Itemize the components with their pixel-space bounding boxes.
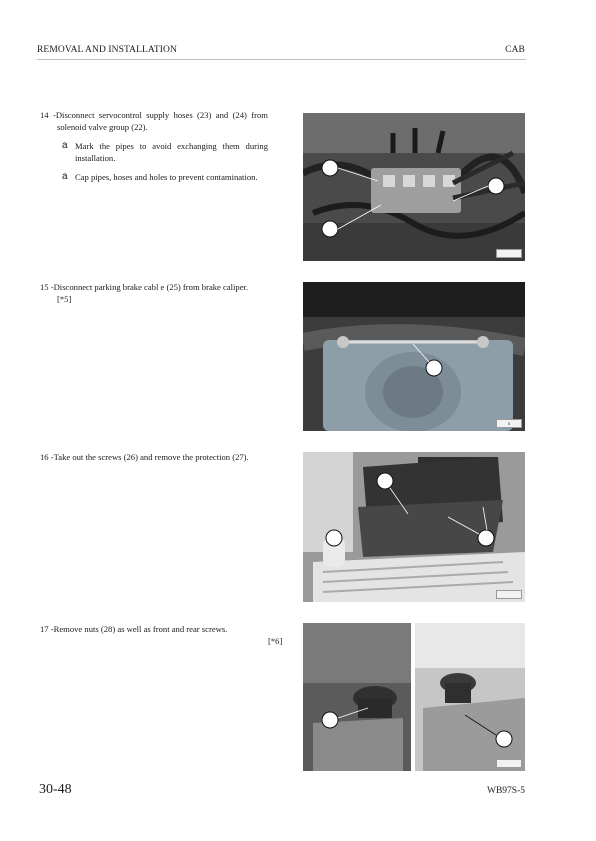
photo-cab-nuts [303,623,525,771]
step-15-text: 15 -Disconnect parking brake cabl e (25) from brake caliper. [40,282,249,292]
photo-protection-cover [303,452,525,602]
step-16-text: 16 -Take out the screws (26) and remove the protection (27). [40,452,249,462]
note-text: Mark the pipes to avoid exchanging them during installation. [75,141,268,163]
photo-parking-brake-cable [303,282,525,431]
step-15-ref: [*5] [57,294,72,304]
photo-tag [496,759,522,768]
model-number: WB97S-5 [487,786,525,796]
note-text: Cap pipes, hoses and holes to prevent contamination. [75,172,258,182]
note-icon: a [62,171,68,182]
step-14-text: 14 -Disconnect servocontrol supply hoses (23) and (24) from solenoid valve group (22). [40,110,268,132]
photo-tag [496,249,522,258]
step-14-note-2 [62,171,268,184]
header-divider [37,59,526,60]
photo-tag [496,590,522,599]
chapter-title: CAB [505,45,525,55]
section-title: REMOVAL AND INSTALLATION [37,45,177,55]
photo-solenoid-valve-group [303,113,525,261]
photo-tag: 5 [496,419,522,428]
step-14-note-1 [62,140,268,164]
step-17-text: 17 -Remove nuts (28) as well as front and rear screws. [40,624,228,634]
note-icon: a [62,140,68,151]
page-number: 30-48 [39,782,72,797]
step-17-ref: [*6] [268,636,283,646]
